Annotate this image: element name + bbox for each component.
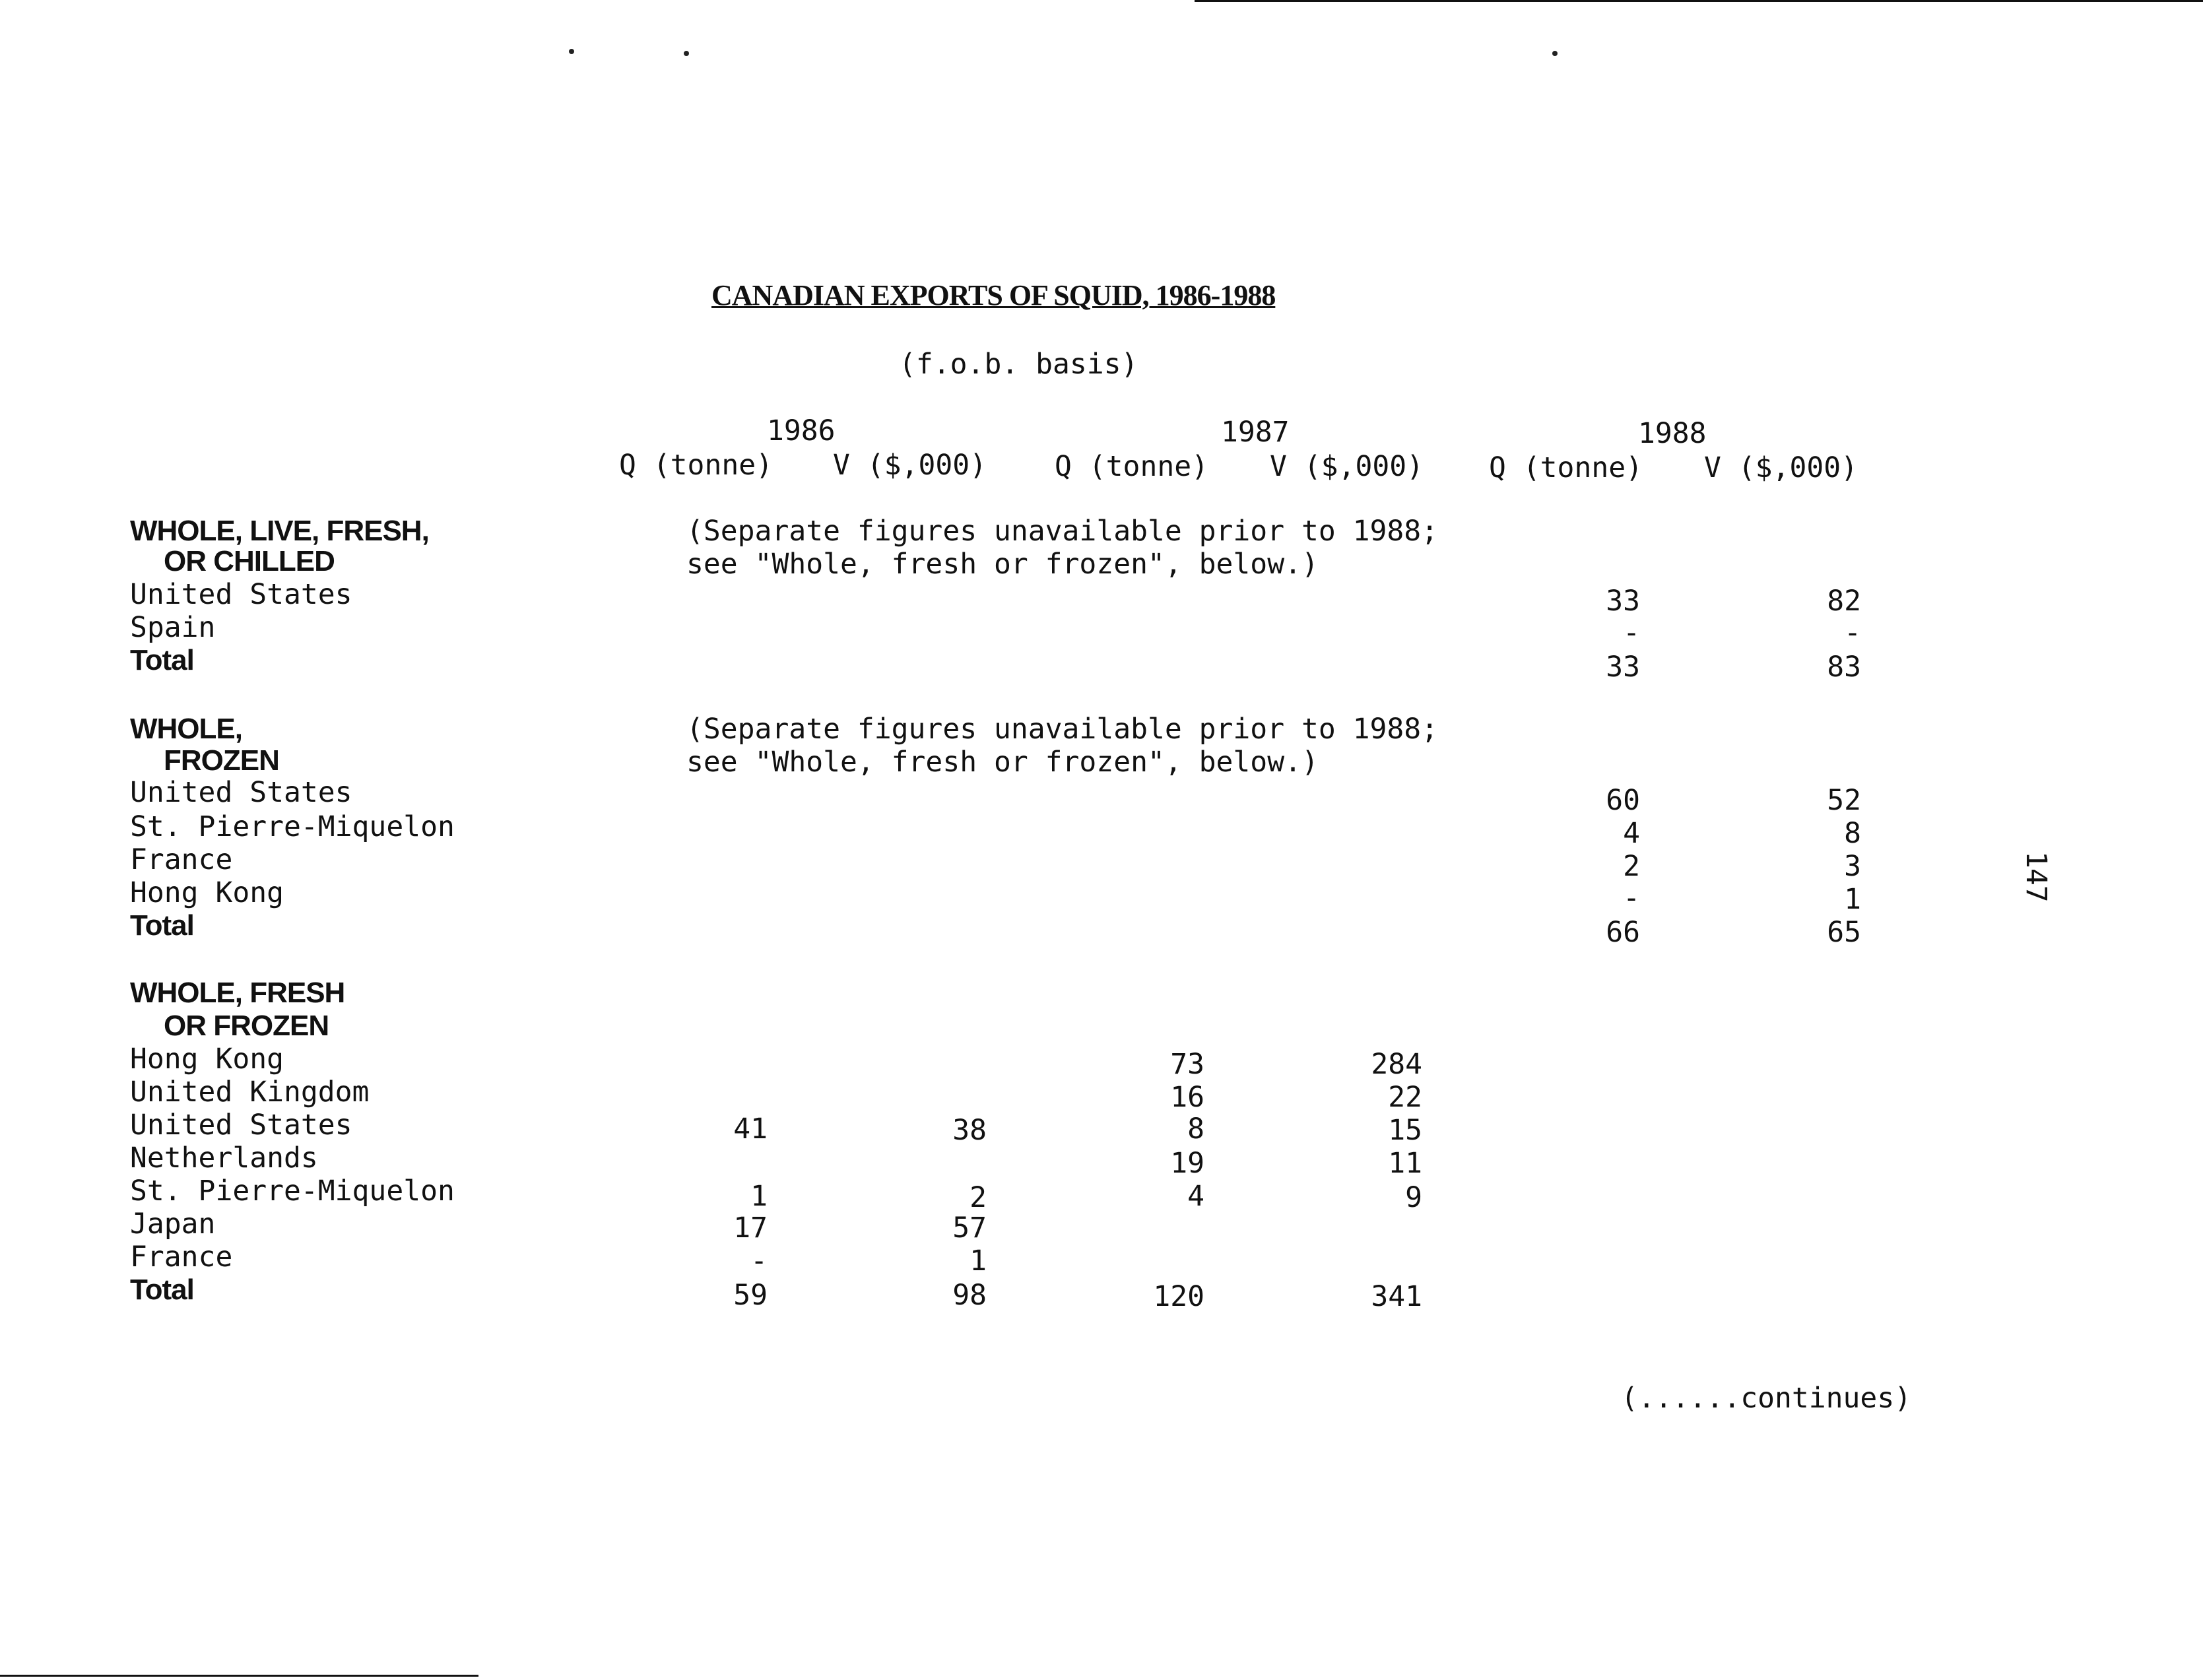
section-2-heading-line-2: FROZEN [164,744,279,777]
row-label: United States [130,1109,352,1142]
cell-v1987: 341 [1371,1280,1422,1313]
cell-v1988: 8 [1844,817,1861,850]
cell-v1988: 83 [1827,651,1861,684]
cell-v1988: 1 [1844,883,1861,916]
cell-q1988: 33 [1606,651,1640,684]
cell-v1987: 9 [1405,1181,1422,1214]
row-label: France [130,1241,233,1274]
section-3-heading-line-2: OR FROZEN [164,1010,329,1042]
cell-v1987: 11 [1388,1147,1422,1180]
page-number: 147 [2020,851,2053,903]
section-1-heading-line-2: OR CHILLED [164,545,335,577]
row-label-total: Total [130,1274,194,1306]
section-1-note-line-1: (Separate figures unavailable prior to 1988; [686,515,1439,548]
cell-q1988: 4 [1623,817,1640,850]
scan-speck [684,51,689,56]
cell-v1987: 15 [1388,1114,1422,1147]
row-label: Hong Kong [130,1043,284,1076]
row-label: Hong Kong [130,876,284,909]
cell-q1987: 73 [1170,1048,1204,1081]
cell-v1988: - [1844,616,1861,649]
cell-q1988: - [1623,882,1640,915]
row-label: United States [130,776,352,809]
cell-q1987: 19 [1170,1147,1204,1180]
row-label: Netherlands [130,1142,318,1175]
col-q-1988: Q (tonne) [1489,451,1643,484]
section-3-heading-line-1: WHOLE, FRESH [130,977,345,1009]
row-label-total: Total [130,909,194,942]
cell-q1986: 17 [733,1212,768,1244]
col-v-1987: V ($,000) [1270,450,1424,483]
section-2-heading-line-1: WHOLE, [130,713,242,745]
cell-v1988: 65 [1827,916,1861,949]
row-label: St. Pierre-Miquelon [130,1175,455,1208]
year-header-1986: 1986 [767,414,836,447]
cell-q1987: 8 [1187,1113,1204,1146]
row-label: St. Pierre-Miquelon [130,810,455,843]
cell-q1986: - [750,1244,768,1277]
cell-v1986: 98 [952,1279,987,1312]
cell-q1988: 2 [1623,850,1640,883]
row-label: France [130,843,233,876]
section-2-note-line-1: (Separate figures unavailable prior to 1988; [686,713,1439,746]
cell-q1988: 33 [1606,585,1640,618]
col-q-1987: Q (tonne) [1055,450,1208,483]
cell-q1986: 59 [733,1279,768,1312]
cell-q1986: 1 [750,1180,768,1213]
cell-q1988: 60 [1606,784,1640,817]
col-v-1988: V ($,000) [1704,451,1858,484]
cell-v1986: 2 [970,1181,987,1214]
section-2-note-line-2: see "Whole, fresh or frozen", below.) [686,746,1319,779]
cell-v1988: 82 [1827,585,1861,618]
col-v-1986: V ($,000) [833,449,987,482]
year-header-1988: 1988 [1638,417,1707,450]
document-title: CANADIAN EXPORTS OF SQUID, 1986-1988 [711,279,1276,311]
cell-q1987: 120 [1153,1280,1204,1313]
cell-q1987: 16 [1170,1081,1204,1114]
cell-v1988: 3 [1844,850,1861,883]
row-label: United States [130,578,352,611]
bottom-border-line [0,1675,478,1677]
cell-v1986: 57 [952,1212,987,1244]
cell-q1987: 4 [1187,1180,1204,1213]
row-label-total: Total [130,644,194,676]
scan-speck [1552,51,1558,56]
section-1-note-line-2: see "Whole, fresh or frozen", below.) [686,548,1319,581]
cell-v1986: 38 [952,1114,987,1147]
top-border-line [1195,0,2203,2]
cell-q1988: - [1623,616,1640,649]
cell-v1987: 22 [1388,1081,1422,1114]
scan-speck [569,49,574,54]
cell-v1986: 1 [970,1244,987,1277]
row-label: Spain [130,611,216,644]
continues-note: (......continues) [1621,1382,1912,1415]
document-subtitle: (f.o.b. basis) [899,348,1138,381]
col-q-1986: Q (tonne) [619,449,773,482]
row-label: United Kingdom [130,1076,370,1109]
row-label: Japan [130,1208,216,1241]
year-header-1987: 1987 [1221,416,1290,449]
cell-v1987: 284 [1371,1048,1422,1081]
section-1-heading-line-1: WHOLE, LIVE, FRESH, [130,515,429,547]
cell-q1988: 66 [1606,916,1640,949]
cell-v1988: 52 [1827,784,1861,817]
cell-q1986: 41 [733,1113,768,1146]
